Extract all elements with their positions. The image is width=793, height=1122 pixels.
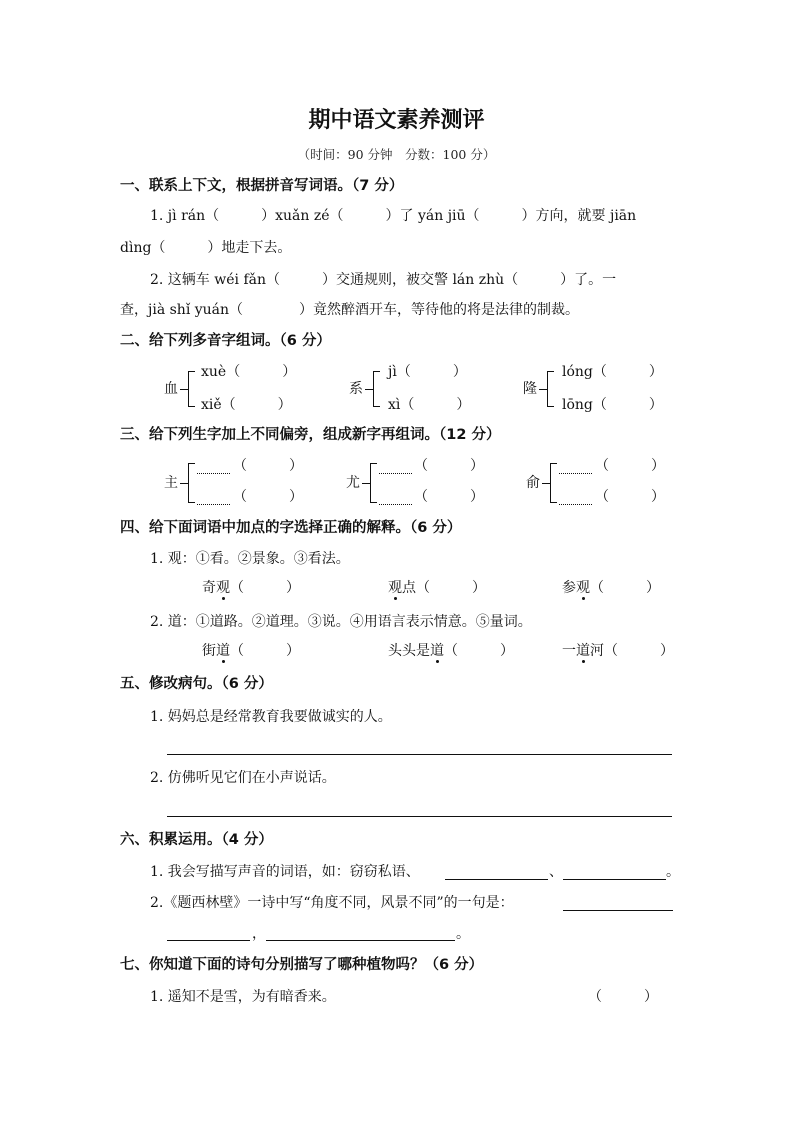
s6-q2-prefix: 2.《题西林壁》一诗中写“角度不同，风景不同”的一句是：: [150, 895, 514, 911]
brace: [542, 483, 550, 484]
answer-line[interactable]: [167, 816, 672, 817]
brace: [188, 463, 189, 503]
brace: [539, 389, 547, 390]
answer-line[interactable]: [563, 910, 673, 911]
brace: [370, 463, 377, 464]
page-title: 期中语文素养测评: [308, 108, 485, 133]
dotted-char: 道: [576, 643, 590, 659]
dotted-char: 道: [216, 643, 230, 659]
brace: [188, 463, 195, 464]
brace: [188, 371, 189, 407]
fill-in-dotted-line[interactable]: [379, 473, 412, 474]
fill-in-dotted-line[interactable]: [559, 504, 592, 505]
polyphone-reading: lōng（ ）: [562, 397, 663, 413]
brace: [373, 371, 380, 372]
radical-char: 尤: [346, 475, 360, 491]
dotted-word-item: [562, 578, 660, 598]
s4-q1: 1. 观：①看。②景象。③看法。: [150, 551, 350, 567]
brace: [365, 389, 373, 390]
section-7-heading: 七、你知道下面的诗句分别描写了哪种植物吗？（6 分）: [120, 957, 484, 973]
s4-q2: 2. 道：①道路。②道理。③说。④用语言表示情意。⑤量词。: [150, 614, 532, 630]
dotted-char: 观: [576, 580, 590, 596]
brace: [550, 502, 557, 503]
answer-paren: （ ）: [444, 643, 514, 659]
brace: [547, 371, 554, 372]
answer-paren: （ ）: [416, 580, 486, 596]
s6-q1-sep: 、: [549, 864, 563, 880]
fill-in-dotted-line[interactable]: [197, 504, 230, 505]
answer-line[interactable]: [167, 940, 250, 941]
brace: [188, 406, 195, 407]
word-part: 参: [562, 580, 576, 596]
answer-paren: （ ）: [230, 643, 300, 659]
brace: [180, 483, 188, 484]
dotted-word-item: [202, 578, 300, 598]
brace: [547, 371, 548, 407]
brace: [370, 502, 377, 503]
word-part: 一: [562, 643, 576, 659]
answer-line[interactable]: [563, 879, 666, 880]
s6-q1-prefix: 1. 我会写描写声音的词语，如：窃窃私语、: [150, 864, 420, 880]
polyphone-reading: xiě（ ）: [201, 397, 292, 413]
answer-paren: （ ）: [230, 580, 300, 596]
polyphone-reading: xuè（ ）: [201, 364, 297, 380]
answer-paren: （ ）: [595, 458, 665, 474]
polyphone-char: 隆: [523, 381, 537, 397]
word-part: 头头是: [388, 643, 430, 659]
s1-q1-line2: dìng（ ）地走下去。: [120, 240, 292, 256]
section-2-heading: 二、给下列多音字组词。（6 分）: [120, 333, 331, 349]
radical-char: 俞: [526, 475, 540, 491]
brace: [373, 371, 374, 407]
dotted-word-item: [388, 578, 486, 598]
answer-paren: （ ）: [233, 458, 303, 474]
brace: [188, 371, 195, 372]
section-5-heading: 五、修改病句。（6 分）: [120, 676, 273, 692]
fill-in-dotted-line[interactable]: [379, 504, 412, 505]
section-3-heading: 三、给下列生字加上不同偏旁，组成新字再组词。（12 分）: [120, 427, 501, 443]
s6-q1-end: 。: [666, 864, 680, 880]
polyphone-reading: xì（ ）: [388, 397, 471, 413]
s5-q1: 1. 妈妈总是经常教育我要做诚实的人。: [150, 709, 392, 725]
s6-q2-sep: ，: [252, 926, 266, 942]
answer-paren: （ ）: [590, 580, 660, 596]
s1-q2-line2: 查，jià shǐ yuán（ ）竟然醉酒开车，等待他的将是法律的制裁。: [120, 302, 580, 318]
section-6-heading: 六、积累运用。（4 分）: [120, 832, 273, 848]
polyphone-reading: jì（ ）: [388, 364, 467, 380]
brace: [370, 463, 371, 503]
dotted-char: 道: [430, 643, 444, 659]
word-part: 河: [590, 643, 604, 659]
brace: [188, 502, 195, 503]
dotted-char: 观: [388, 580, 402, 596]
s6-q2-end: 。: [456, 926, 470, 942]
brace: [373, 406, 380, 407]
answer-paren: （ ）: [588, 989, 658, 1005]
fill-in-dotted-line[interactable]: [559, 473, 592, 474]
s1-q2-line1: 2. 这辆车 wéi fǎn（ ）交通规则，被交警 lán zhù（ ）了。一: [150, 272, 617, 288]
section-1-heading: 一、联系上下文，根据拼音写词语。（7 分）: [120, 178, 404, 194]
answer-paren: （ ）: [604, 643, 674, 659]
answer-paren: （ ）: [233, 489, 303, 505]
word-part: 点: [402, 580, 416, 596]
s1-q1-line1: 1. jì rán（ ）xuǎn zé（ ）了 yán jiū（ ）方向，就要 jiān: [150, 208, 637, 224]
dotted-word-item: [562, 641, 674, 661]
page-subtitle: （时间：90 分钟 分数：100 分）: [297, 147, 496, 162]
answer-paren: （ ）: [414, 489, 484, 505]
answer-line[interactable]: [266, 940, 455, 941]
section-4-heading: 四、给下面词语中加点的字选择正确的解释。（6 分）: [120, 520, 462, 536]
answer-paren: （ ）: [595, 489, 665, 505]
answer-line[interactable]: [167, 754, 672, 755]
dotted-word-item: [202, 641, 300, 661]
answer-line[interactable]: [445, 879, 548, 880]
radical-char: 主: [164, 475, 178, 491]
s7-q1: 1. 遥知不是雪，为有暗香来。: [150, 989, 336, 1005]
brace: [550, 463, 551, 503]
s5-q2: 2. 仿佛听见它们在小声说话。: [150, 770, 336, 786]
brace: [362, 483, 370, 484]
polyphone-reading: lóng（ ）: [562, 364, 663, 380]
polyphone-char: 系: [349, 381, 363, 397]
answer-paren: （ ）: [414, 458, 484, 474]
word-part: 奇: [202, 580, 216, 596]
word-part: 街: [202, 643, 216, 659]
dotted-word-item: [388, 641, 514, 661]
brace: [550, 463, 557, 464]
polyphone-char: 血: [164, 381, 178, 397]
brace: [180, 389, 188, 390]
fill-in-dotted-line[interactable]: [197, 473, 230, 474]
dotted-char: 观: [216, 580, 230, 596]
brace: [547, 406, 554, 407]
